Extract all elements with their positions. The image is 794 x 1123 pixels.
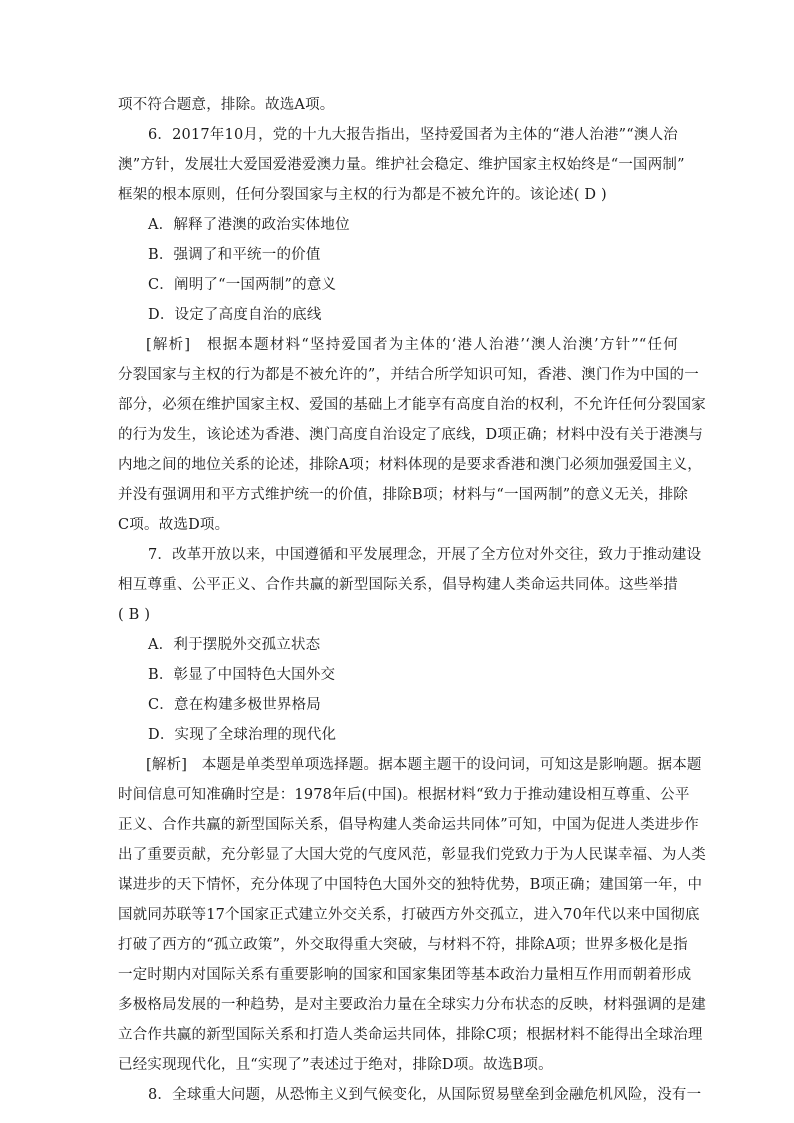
option-d: D．设定了高度自治的底线 <box>148 307 322 323</box>
option-c: C．阐明了“一国两制”的意义 <box>148 277 337 293</box>
option-b: B．强调了和平统一的价值 <box>148 247 321 263</box>
question-6-stem: 6．2017年10月，党的十九大报告指出，坚持爱国者为主体的“港人治港”“澳人治 <box>148 127 678 143</box>
text-line: 的行为发生，该论述为香港、澳门高度自治设定了底线，D项正确；材料中没有关于港澳与 <box>118 427 704 443</box>
text-line: 分裂国家与主权的行为都是不被允许的”，并结合所学知识可知，香港、澳门作为中国的一 <box>118 367 699 383</box>
text-line: 内地之间的地位关系的论述，排除A项；材料体现的是要求香港和澳门必须加强爱国主义， <box>118 457 702 473</box>
option-c: C．意在构建多极世界格局 <box>148 697 321 713</box>
text-line: 立合作共赢的新型国际关系和打造人类命运共同体，排除C项；根据材料不能得出全球治理 <box>118 1027 703 1043</box>
text-line: 相互尊重、公平正义、合作共赢的新型国际关系，倡导构建人类命运共同体。这些举措 <box>118 577 678 593</box>
text-line: 部分，必须在维护国家主权、爱国的基础上才能享有高度自治的权利，不允许任何分裂国家 <box>118 397 706 413</box>
analysis-6: [解析] 根据本题材料“坚持爱国者为主体的‘港人治港’‘澳人治澳’方针”“任何 <box>146 337 678 353</box>
text-line: 澳”方针，发展壮大爱国爱港爱澳力量。维护社会稳定、维护国家主权始终是“一国两制” <box>118 157 685 173</box>
analysis-7: [解析] 本题是单类型单项选择题。据本题主题干的设问词，可知这是影响题。据本题 <box>146 757 702 773</box>
option-d: D．实现了全球治理的现代化 <box>148 727 337 743</box>
option-b: B．彰显了中国特色大国外交 <box>148 667 336 683</box>
document-page <box>118 90 706 1110</box>
answer-7: ( B ) <box>118 607 151 623</box>
text-line: 框架的根本原则，任何分裂国家与主权的行为都是不被允许的。该论述( D ) <box>118 187 607 203</box>
text-line: 正义、合作共赢的新型国际关系，倡导构建人类命运共同体”可知，中国为促进人类进步作 <box>118 817 699 833</box>
text-line: 已经实现现代化，且“实现了”表述过于绝对，排除D项。故选B项。 <box>118 1057 553 1073</box>
option-a: A．利于摆脱外交孤立状态 <box>148 637 321 653</box>
question-8-stem: 8．全球重大问题，从恐怖主义到气候变化，从国际贸易壁垒到金融危机风险，没有一 <box>148 1087 702 1103</box>
text-line: 时间信息可知准确时空是：1978年后(中国)。根据材料“致力于推动建设相互尊重、公平 <box>118 787 690 803</box>
text-line: 并没有强调用和平方式维护统一的价值，排除B项；材料与“一国两制”的意义无关，排除 <box>118 487 688 503</box>
text-line: 出了重要贡献，充分彰显了大国大党的气度风范，彰显我们党致力于为人民谋幸福、为人类 <box>118 847 706 863</box>
text-line: 多极格局发展的一种趋势，是对主要政治力量在全球实力分布状态的反映，材料强调的是建 <box>118 997 706 1013</box>
text-line: 打破了西方的“孤立政策”，外交取得重大突破，与材料不符，排除A项；世界多极化是指 <box>118 937 688 953</box>
option-a: A．解释了港澳的政治实体地位 <box>148 217 350 233</box>
text-line: 一定时期内对国际关系有重要影响的国家和国家集团等基本政治力量相互作用而朝着形成 <box>118 967 692 983</box>
text-line: C项。故选D项。 <box>118 517 230 533</box>
text-line: 国就同苏联等17个国家正式建立外交关系，打破西方外交孤立，进入70年代以来中国彻底 <box>118 907 700 923</box>
question-7-stem: 7．改革开放以来，中国遵循和平发展理念，开展了全方位对外交往，致力于推动建设 <box>148 547 702 563</box>
text-line: 谋进步的天下情怀，充分体现了中国特色大国外交的独特优势，B项正确；建国第一年，中 <box>118 877 703 893</box>
text-line: 项不符合题意，排除。故选A项。 <box>118 97 335 113</box>
